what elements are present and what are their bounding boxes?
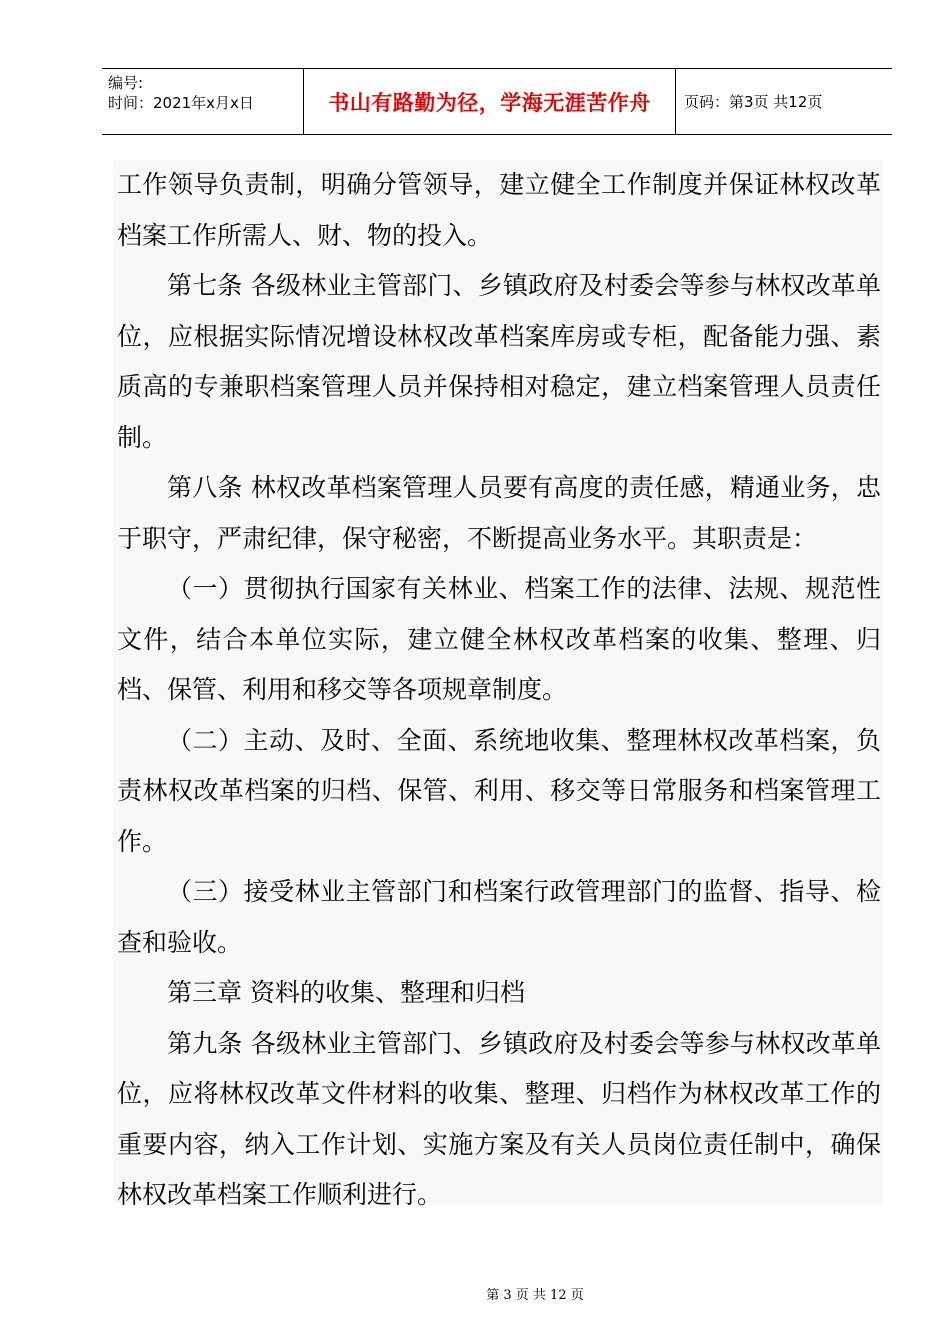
page-footer: 第 3 页 共 12 页 [486,1288,584,1303]
paragraph-duty-1: （一）贯彻执行国家有关林业、档案工作的法律、法规、规范性文件，结合本单位实际，建立健全林权改革档案的收集、整理、归档、保管、利用和移交等各项规章制度。 [117,574,881,704]
paragraph-article-7: 第七条 各级林业主管部门、乡镇政府及村委会等参与林权改革单位，应根据实际情况增设林权改革档案库房或专柜，配备能力强、素质高的专兼职档案管理人员并保持相对稳定，建立档案管理人员责任制。 [117,271,881,452]
document-number-label: 编号: [108,74,144,92]
document-body [113,160,883,1209]
chapter-3-heading: 第三章 资料的收集、整理和归档 [167,978,525,1007]
paragraph-article-8: 第八条 林权改革档案管理人员要有高度的责任感，精通业务，忠于职守，严肃纪律，保守秘密，不断提高业务水平。其职责是： [117,473,881,553]
document-time-label: 时间：2021年x月x日 [108,94,254,112]
paragraph-duty-2: （二）主动、及时、全面、系统地收集、整理林权改革档案，负责林权改革档案的归档、保管、利用、移交等日常服务和档案管理工作。 [117,725,881,856]
paragraph-continuation: 工作领导负责制，明确分管领导，建立健全工作制度并保证林权改革档案工作所需人、财、物的投入。 [117,170,881,250]
header-page-number: 页码：第3页 共12页 [684,93,823,111]
paragraph-duty-3: （三）接受林业主管部门和档案行政管理部门的监督、指导、检查和验收。 [117,877,881,957]
header-meta-cell [102,69,304,134]
header-table [102,68,892,135]
paragraph-article-9: 第九条 各级林业主管部门、乡镇政府及村委会等参与林权改革单位，应将林权改革文件材料的收集、整理、归档作为林权改革工作的重要内容，纳入工作计划、实施方案及有关人员岗位责任制中，确保林权改革档案工作顺利进行。 [117,1028,881,1209]
header-motto: 书山有路勤为径，学海无涯苦作舟 [304,69,676,134]
